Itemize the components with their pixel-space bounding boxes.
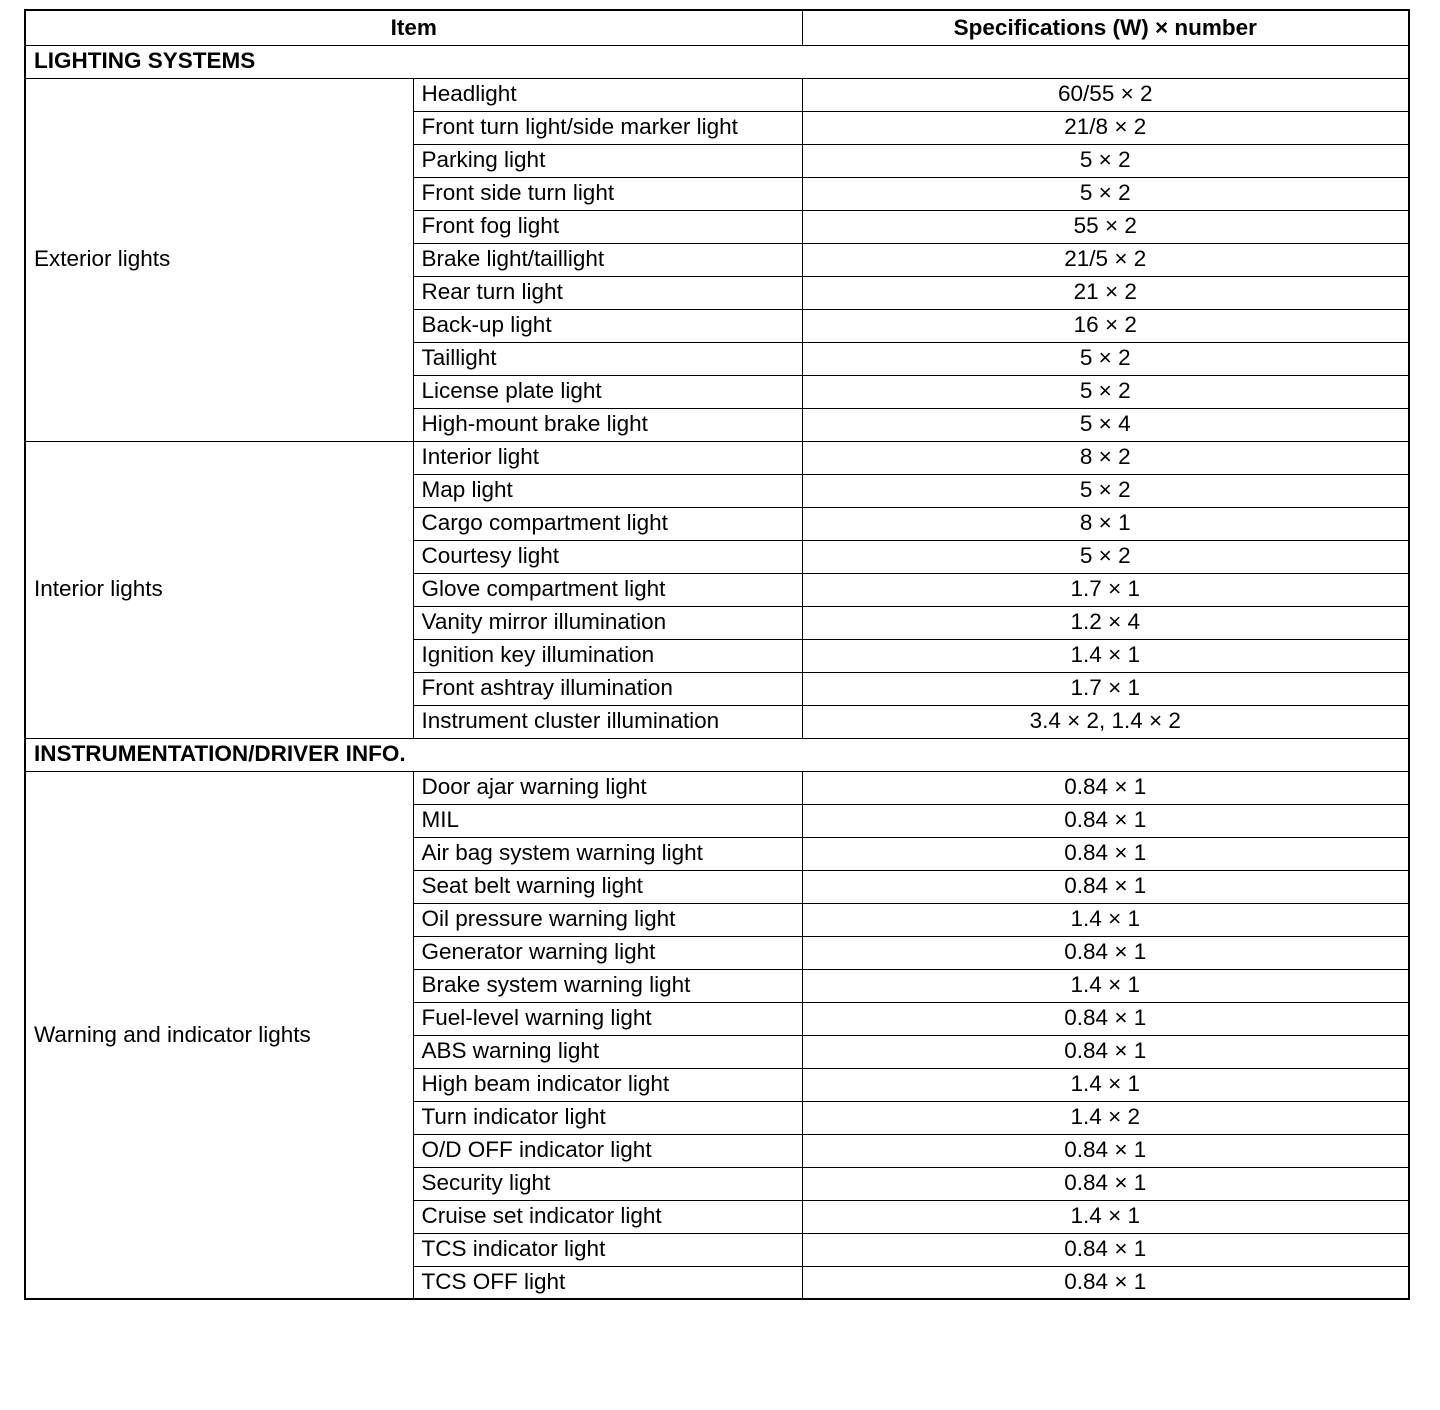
item-name: Turn indicator light <box>413 1101 802 1134</box>
item-specification: 5 × 4 <box>802 408 1409 441</box>
item-name: Oil pressure warning light <box>413 903 802 936</box>
item-name: Ignition key illumination <box>413 639 802 672</box>
item-specification: 0.84 × 1 <box>802 771 1409 804</box>
item-specification: 0.84 × 1 <box>802 1266 1409 1299</box>
item-name: Vanity mirror illumination <box>413 606 802 639</box>
item-name: Courtesy light <box>413 540 802 573</box>
item-specification: 1.7 × 1 <box>802 573 1409 606</box>
item-specification: 0.84 × 1 <box>802 837 1409 870</box>
item-name: Generator warning light <box>413 936 802 969</box>
specifications-table <box>24 9 1410 1300</box>
item-specification: 21/5 × 2 <box>802 243 1409 276</box>
item-name: Front side turn light <box>413 177 802 210</box>
table-body <box>25 45 1409 1299</box>
item-specification: 60/55 × 2 <box>802 78 1409 111</box>
item-name: Rear turn light <box>413 276 802 309</box>
group-label: Exterior lights <box>25 78 413 441</box>
item-specification: 0.84 × 1 <box>802 936 1409 969</box>
item-name: Security light <box>413 1167 802 1200</box>
item-name: Instrument cluster illumination <box>413 705 802 738</box>
table-row <box>25 78 1409 111</box>
table-row <box>25 441 1409 474</box>
item-specification: 0.84 × 1 <box>802 1035 1409 1068</box>
header-row <box>25 10 1409 45</box>
column-header-specifications: Specifications (W) × number <box>802 10 1409 45</box>
item-name: Interior light <box>413 441 802 474</box>
item-specification: 0.84 × 1 <box>802 1167 1409 1200</box>
item-specification: 1.4 × 2 <box>802 1101 1409 1134</box>
item-name: License plate light <box>413 375 802 408</box>
item-specification: 0.84 × 1 <box>802 1233 1409 1266</box>
item-name: TCS indicator light <box>413 1233 802 1266</box>
item-name: O/D OFF indicator light <box>413 1134 802 1167</box>
item-specification: 21 × 2 <box>802 276 1409 309</box>
section-title: INSTRUMENTATION/DRIVER INFO. <box>25 738 1409 771</box>
item-specification: 5 × 2 <box>802 540 1409 573</box>
group-label: Interior lights <box>25 441 413 738</box>
item-specification: 5 × 2 <box>802 144 1409 177</box>
item-name: Cruise set indicator light <box>413 1200 802 1233</box>
table-row <box>25 771 1409 804</box>
item-specification: 1.4 × 1 <box>802 903 1409 936</box>
item-name: Front turn light/side marker light <box>413 111 802 144</box>
item-specification: 55 × 2 <box>802 210 1409 243</box>
item-name: Cargo compartment light <box>413 507 802 540</box>
item-specification: 21/8 × 2 <box>802 111 1409 144</box>
item-specification: 1.2 × 4 <box>802 606 1409 639</box>
item-name: Headlight <box>413 78 802 111</box>
item-specification: 16 × 2 <box>802 309 1409 342</box>
item-name: Brake system warning light <box>413 969 802 1002</box>
item-specification: 0.84 × 1 <box>802 1134 1409 1167</box>
item-name: Air bag system warning light <box>413 837 802 870</box>
item-specification: 1.7 × 1 <box>802 672 1409 705</box>
item-specification: 0.84 × 1 <box>802 804 1409 837</box>
item-specification: 5 × 2 <box>802 177 1409 210</box>
item-name: ABS warning light <box>413 1035 802 1068</box>
item-specification: 1.4 × 1 <box>802 639 1409 672</box>
item-name: High beam indicator light <box>413 1068 802 1101</box>
item-name: MIL <box>413 804 802 837</box>
item-name: Glove compartment light <box>413 573 802 606</box>
item-specification: 3.4 × 2, 1.4 × 2 <box>802 705 1409 738</box>
item-specification: 0.84 × 1 <box>802 1002 1409 1035</box>
item-name: High-mount brake light <box>413 408 802 441</box>
item-name: Taillight <box>413 342 802 375</box>
item-name: Fuel-level warning light <box>413 1002 802 1035</box>
item-specification: 5 × 2 <box>802 375 1409 408</box>
item-name: Seat belt warning light <box>413 870 802 903</box>
item-name: Back-up light <box>413 309 802 342</box>
item-specification: 8 × 2 <box>802 441 1409 474</box>
item-specification: 5 × 2 <box>802 474 1409 507</box>
item-specification: 1.4 × 1 <box>802 1068 1409 1101</box>
item-specification: 5 × 2 <box>802 342 1409 375</box>
item-name: TCS OFF light <box>413 1266 802 1299</box>
item-specification: 8 × 1 <box>802 507 1409 540</box>
item-name: Door ajar warning light <box>413 771 802 804</box>
item-specification: 0.84 × 1 <box>802 870 1409 903</box>
item-name: Front fog light <box>413 210 802 243</box>
item-name: Parking light <box>413 144 802 177</box>
item-specification: 1.4 × 1 <box>802 969 1409 1002</box>
item-specification: 1.4 × 1 <box>802 1200 1409 1233</box>
item-name: Brake light/taillight <box>413 243 802 276</box>
section-row <box>25 738 1409 771</box>
column-header-item: Item <box>25 10 802 45</box>
item-name: Map light <box>413 474 802 507</box>
section-row <box>25 45 1409 78</box>
section-title: LIGHTING SYSTEMS <box>25 45 1409 78</box>
item-name: Front ashtray illumination <box>413 672 802 705</box>
group-label: Warning and indicator lights <box>25 771 413 1299</box>
